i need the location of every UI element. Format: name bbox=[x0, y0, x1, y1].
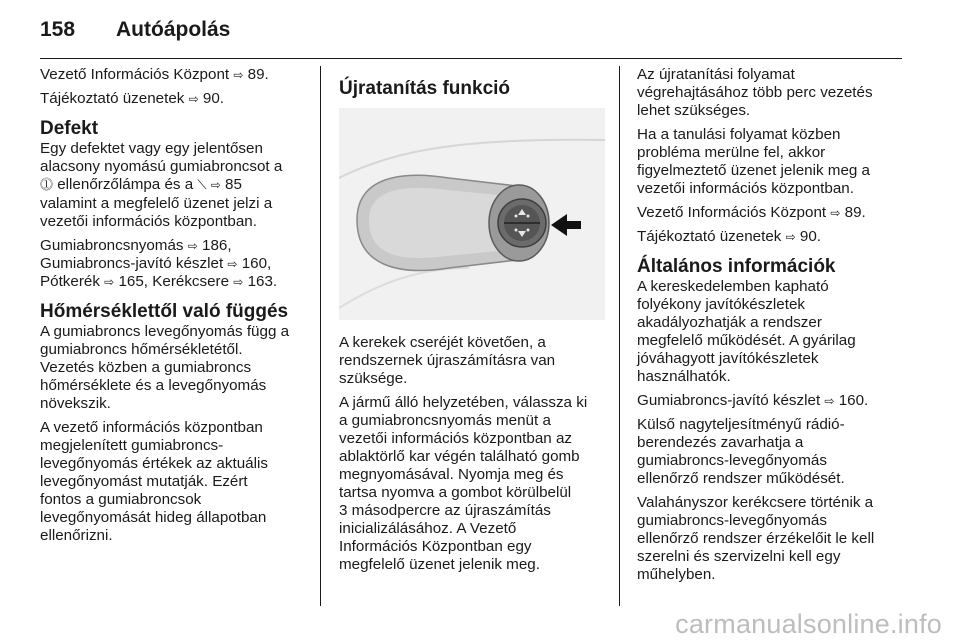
paragraph-relearn-4: Ha a tanulási folyamat közben probléma merülne fel, akkor figyelmeztető üzenet jelenik meg a vezetői információs központban. bbox=[637, 126, 871, 197]
reference-arrow-icon: ⇨ bbox=[233, 275, 244, 289]
reference-arrow-icon: ⇨ bbox=[830, 206, 841, 220]
watermark: carmanualsonline.info bbox=[675, 609, 942, 639]
paragraph-temperature-2: A vezető információs központban megjelenített gumiabroncs- levegőnyomás értékek az aktuális levegőnyomást mutatják. Ezért fontos a gumiabroncsok levegőnyomását hideg állapotban ellenőrizni. bbox=[40, 419, 268, 544]
page-link[interactable]: 160, bbox=[241, 255, 272, 272]
column-1 bbox=[40, 66, 302, 551]
wrench-icon: ⟍ bbox=[197, 178, 207, 193]
section-heading-general: Általános információk bbox=[637, 256, 836, 277]
column-2 bbox=[339, 66, 605, 580]
column-divider bbox=[320, 66, 321, 606]
column-divider bbox=[619, 66, 620, 606]
page-link[interactable]: 90. bbox=[799, 228, 822, 245]
reference-line: Tájékoztató üzenetek ⇨ 90. bbox=[637, 228, 822, 245]
paragraph-relearn-3: Az újratanítási folyamat végrehajtásához több perc vezetés lehet szükséges. bbox=[637, 66, 873, 119]
reference-arrow-icon: ⇨ bbox=[227, 257, 238, 271]
reference-arrow-icon: ⇨ bbox=[233, 68, 244, 82]
reference-arrow-icon: ⇨ bbox=[104, 275, 115, 289]
paragraph-defekt: Egy defektet vagy egy jelentősen alacsony nyomású gumiabroncsot a ⓵ ellenőrzőlámpa és a ⟍ ⇨ 85 valamint a megfelelő üzenet jelzi a vezetői információs központban. bbox=[40, 140, 283, 230]
paragraph-relearn-1: A kerekek cseréjét követően, a rendszernek újraszámításra van szüksége. bbox=[339, 334, 556, 387]
page-link[interactable]: 163. bbox=[247, 273, 278, 290]
reference-arrow-icon: ⇨ bbox=[210, 178, 221, 192]
paragraph-sensors: Valahányszor kerékcsere történik a gumiabroncs-levegőnyomás ellenőrző rendszer érzékelőit le kell szerelni és szervizelni kell egy műhelyben. bbox=[637, 494, 875, 583]
column-3 bbox=[637, 66, 899, 590]
reference-line: Vezető Információs Központ ⇨ 89. bbox=[637, 204, 866, 221]
paragraph-temperature: A gumiabroncs levegőnyomás függ a gumiabroncs hőmérsékletétől. Vezetés közben a gumiabroncs hőmérséklete és a levegőnyomás növekszik. bbox=[40, 323, 290, 412]
paragraph-general: A kereskedelemben kapható folyékony javítókészletek akadályozhatják a rendszer megfelelő működését. A gyárilag jóváhagyott javítókészletek használhatók. bbox=[637, 278, 856, 385]
page-header bbox=[40, 18, 230, 48]
page-link[interactable]: 186, bbox=[202, 237, 232, 254]
page-link[interactable]: 89. bbox=[844, 204, 866, 221]
reference-arrow-icon: ⇨ bbox=[187, 239, 198, 253]
reference-line: Gumiabroncs-javító készlet ⇨ 160. bbox=[637, 392, 869, 409]
page-link[interactable]: 160. bbox=[838, 392, 869, 409]
reference-arrow-icon: ⇨ bbox=[188, 92, 199, 106]
page-link[interactable]: 89. bbox=[247, 66, 269, 83]
tire-warning-icon: ⓵ bbox=[40, 178, 54, 193]
page-link[interactable]: 165, Kerékcsere bbox=[118, 273, 230, 290]
page-link[interactable]: 85 bbox=[225, 176, 242, 193]
section-heading-defekt: Defekt bbox=[40, 118, 99, 139]
section-heading-temperature: Hőmérséklettől való függés bbox=[40, 301, 289, 322]
paragraph-relearn-2: A jármű álló helyzetében, válassza ki a gumiabroncsnyomás menüt a vezetői információs központban az ablaktörlő kar végén található gomb megnyomásával. Nyomja meg és tartsa nyomva a gombot körülbelül 3 másodpercre az újraszámítás inicializálásához. A Vezető Információs Központban egy megfelelő üzenet jelenik meg. bbox=[339, 394, 588, 573]
page-number: 158 bbox=[40, 18, 76, 41]
paragraph-radio: Külső nagyteljesítményű rádió- berendezés zavarhatja a gumiabroncs-levegőnyomás ellenőrző rendszer működését. bbox=[637, 416, 845, 487]
reference-arrow-icon: ⇨ bbox=[824, 394, 835, 408]
page-title: Autóápolás bbox=[116, 18, 231, 41]
wiper-stalk-button-illustration bbox=[339, 108, 605, 320]
header-rule bbox=[40, 58, 902, 59]
page-link[interactable]: 90. bbox=[202, 90, 225, 107]
reference-line: Tájékoztató üzenetek ⇨ 90. bbox=[40, 90, 225, 107]
reference-block: Gumiabroncsnyomás ⇨ 186, Gumiabroncs-javító készlet ⇨ 160, Pótkerék ⇨ 165, Kerékcsere ⇨ 163. bbox=[40, 237, 278, 290]
reference-line: Vezető Információs Központ ⇨ 89. bbox=[40, 66, 269, 83]
reference-arrow-icon: ⇨ bbox=[785, 230, 796, 244]
section-heading-relearn: Újratanítás funkció bbox=[339, 78, 511, 99]
